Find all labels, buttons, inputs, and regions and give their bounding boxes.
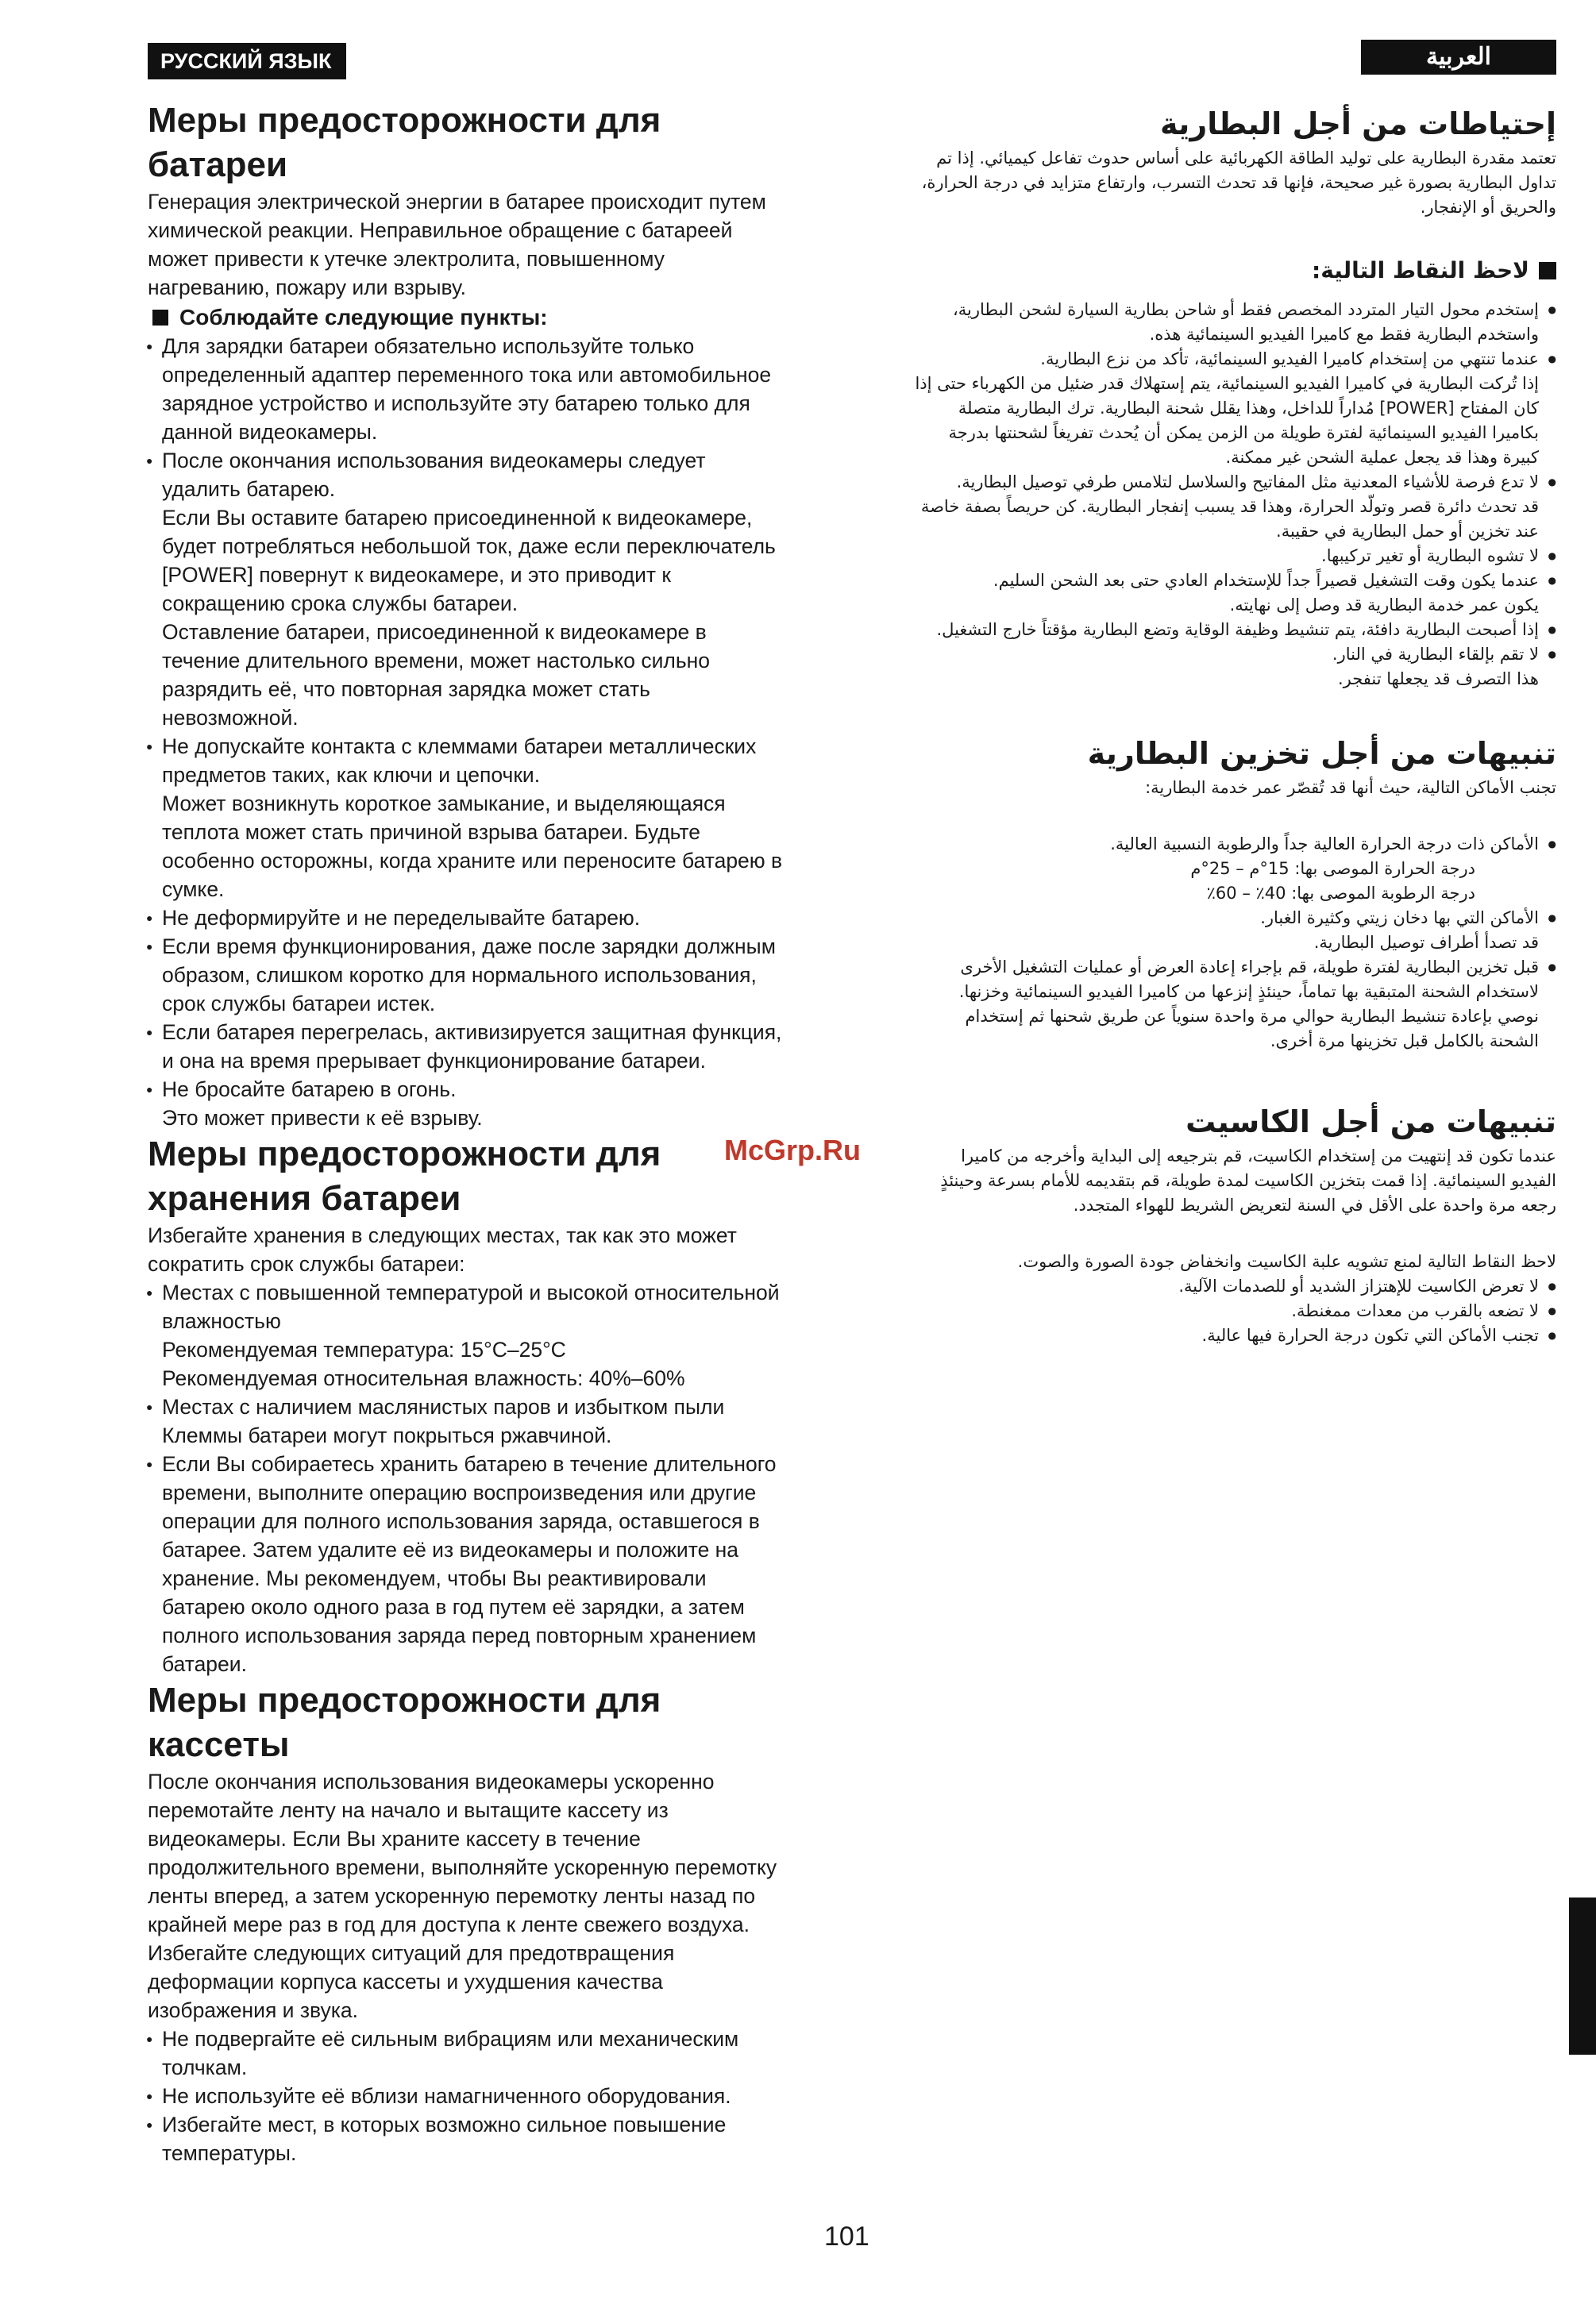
list-item: ● Не деформируйте и не переделывайте батарею.: [148, 903, 783, 932]
ru-recommended-temperature: Рекомендуемая температура: 15°C–25°C: [162, 1338, 566, 1362]
ru-cassette-list: [148, 2025, 783, 2167]
ru-battery-title: Меры предосторожности для батареи: [148, 101, 661, 184]
ru-storage-intro: Избегайте хранения в следующих местах, так как это может сократить срок службы батареи:: [148, 1223, 737, 1276]
ru-item-continuation: Это может привести к её взрыву.: [162, 1106, 483, 1130]
ru-battery-intro: Генерация электрической энергии в батарее происходит путем химической реакции. Неправильное обращение с батареей может привести к утечке электролита, повышенному нагреванию, пожару или взрыву.: [148, 190, 766, 299]
ru-cassette-intro: После окончания использования видеокамеры ускоренно перемотайте ленту на начало и вытащите кассету из видеокамеры. Если Вы храните кассету в течение продолжительного времени, выполняйте ускоренную перемотку ленты вперед, а затем ускоренную перемотку ленты назад по крайней мере раз в год для доступа к ленте свежего воздуха.: [148, 1770, 777, 1936]
list-item: ● لا تعرض الكاسيت للإهتزاز الشديد أو للصدمات الآلية.: [913, 1274, 1556, 1299]
ar-storage-intro: تجنب الأماكن التالية، حيث أنها قد تُقصّر عمر خدمة البطارية:: [1145, 778, 1556, 797]
ru-cassette-intro2: Избегайте следующих ситуаций для предотвращения деформации корпуса кассеты и ухудшения качества изображения и звука.: [148, 1941, 675, 2022]
list-item: ● Если Вы собираетесь хранить батарею в течение длительного времени, выполните операцию воспроизведения или другие операции для полного использования заряда, оставшегося в батарее. Затем удалите её из видеокамеры и положите на хранение. Мы рекомендуем, чтобы Вы реактивировали батарею около одного раза в год путем её зарядки, а затем полного использования заряда перед повторным хранением батареи.: [148, 1450, 783, 1678]
ar-battery-intro: تعتمد مقدرة البطارية على توليد الطاقة الكهربائية على أساس حدوث تفاعل كيميائي. إذا تم تداول البطارية بصورة غير صحيحة، فإنها قد تحدث التسرب، وارتفاع متزايد في درجة الحرارة، والحريق أو الإنفجار.: [921, 148, 1556, 217]
ar-cassette-intro: عندما تكون قد إنتهيت من إستخدام الكاسيت، قم بترجيعه إلى البداية وأخرجه من كاميرا الفيديو السينمائية. إذا قمت بتخزين الكاسيت لمدة طويلة، قم بتقديمه للأمام بسرعة وحينئذٍ رجعه مرة واحدة على الأقل في السنة لتعريض الشريط للهواء المتجدد.: [940, 1146, 1556, 1215]
list-item: ● Не бросайте батарею в огонь. Это может привести к её взрыву.: [148, 1075, 783, 1132]
ar-recommended-humidity: درجة الرطوبة الموصى بها: 40٪ – 60٪: [1206, 884, 1475, 903]
list-item: ● الأماكن ذات درجة الحرارة العالية جداً والرطوبة النسبية العالية. درجة الحرارة الموصى بها: 15°م – 25°م درجة الرطوبة الموصى بها: 40٪ – 60٪: [913, 832, 1556, 906]
list-item: ● Местах с наличием маслянистых паров и избытком пыли Клеммы батареи могут покрыться ржавчиной.: [148, 1393, 783, 1450]
list-item: ● Не подвергайте её сильным вибрациям или механическим толчкам.: [148, 2025, 783, 2082]
ru-item-continuation: Может возникнуть короткое замыкание, и выделяющаяся теплота может стать причиной взрыва батареи. Будьте особенно осторожны, когда храните или переносите батарею в сумке.: [162, 792, 783, 901]
ar-storage-title: تنبيهات من أجل تخزين البطارية: [1087, 736, 1556, 771]
ar-item-continuation: هذا التصرف قد يجعلها تنفجر.: [1337, 669, 1539, 688]
black-square-icon: [1539, 262, 1556, 279]
ar-recommended-temperature: درجة الحرارة الموصى بها: 15°م – 25°م: [1190, 859, 1475, 878]
arabic-language-badge: العربية: [1361, 40, 1556, 75]
list-item: ● عندما تنتهي من إستخدام كاميرا الفيديو السينمائية، تأكد من نزع البطارية. إذا تُركت البطارية في كاميرا الفيديو السينمائية، يتم إستهلاك قدر ضئيل من الكهرباء حتى إذا كان المفتاح [POWER] مُداراً للداخل، وهذا يقلل شحنة البطارية. ترك البطارية متصلة بكاميرا الفيديو السينمائية لفترة طويلة من الزمن يمكن أن يُحدث تفريغاً لشحنتها بدرجة كبيرة وهذا قد يجعل عملية الشحن غير ممكنة.: [913, 347, 1556, 470]
list-item: ● الأماكن التي بها دخان زيتي وكثيرة الغبار. قد تصدأ أطراف توصيل البطارية.: [913, 906, 1556, 955]
list-item: ● После окончания использования видеокамеры следует удалить батарею. Если Вы оставите батарею присоединенной к видеокамере, будет потребляться небольшой ток, даже если переключатель [POWER] повернут к видеокамере, и это приводит к сокращению срока службы батареи. Оставление батареи, присоединенной к видеокамере в течение длительного времени, может настолько сильно разрядить её, что повторная зарядка может стать невозможной.: [148, 446, 783, 732]
ru-observe-heading: Соблюдайте следующие пункты:: [148, 303, 783, 332]
list-item: ● Не используйте её вблизи намагниченного оборудования.: [148, 2082, 783, 2110]
russian-language-badge: РУССКИЙ ЯЗЫК: [148, 43, 346, 79]
ru-storage-title: Меры предосторожности для хранения батареи: [148, 1135, 661, 1218]
section-edge-tab: [1569, 1898, 1596, 2055]
list-item: ● لا تضعه بالقرب من معدات ممغنطة.: [913, 1299, 1556, 1323]
list-item: ● Избегайте мест, в которых возможно сильное повышение температуры.: [148, 2110, 783, 2167]
page-number: 101: [824, 2221, 869, 2252]
russian-column: [148, 98, 783, 2167]
list-item: ● Не допускайте контакта с клеммами батареи металлических предметов таких, как ключи и цепочки. Может возникнуть короткое замыкание, и выделяющаяся теплота может стать причиной взрыва батареи. Будьте особенно осторожны, когда храните или переносите батарею в сумке.: [148, 732, 783, 903]
list-item: ● Местах с повышенной температурой и высокой относительной влажностью Рекомендуемая температура: 15°C–25°C Рекомендуемая относительная влажность: 40%–60%: [148, 1278, 783, 1393]
list-item: ● Для зарядки батареи обязательно используйте только определенный адаптер переменного тока или автомобильное зарядное устройство и используйте эту батарею только для данной видеокамеры.: [148, 332, 783, 446]
black-square-icon: [152, 310, 168, 326]
ru-storage-list: [148, 1278, 783, 1678]
ru-battery-list: [148, 332, 783, 1132]
ar-item-continuation: يكون عمر خدمة البطارية قد وصل إلى نهايته.: [1229, 595, 1539, 615]
ar-item-continuation: إذا تُركت البطارية في كاميرا الفيديو السينمائية، يتم إستهلاك قدر ضئيل من الكهرباء حتى إذا كان المفتاح [POWER] مُداراً للداخل، وهذا يقلل شحنة البطارية. ترك البطارية متصلة بكاميرا الفيديو السينمائية لفترة طويلة من الزمن يمكن أن يُحدث تفريغاً لشحنتها بدرجة كبيرة وهذا قد يجعل عملية الشحن غير ممكنة.: [915, 374, 1539, 467]
list-item: ● Если время функционирования, даже после зарядки должным образом, слишком коротко для нормального использования, срок службы батареи истек.: [148, 932, 783, 1018]
ar-observe-heading: لاحظ النقاط التالية:: [913, 255, 1556, 287]
ar-cassette-intro2: لاحظ النقاط التالية لمنع تشويه علبة الكاسيت وانخفاض جودة الصورة والصوت.: [1017, 1252, 1556, 1271]
ar-item-continuation: قد تحدث دائرة قصر وتولّد الحرارة، وهذا قد يسبب إنفجار البطارية. كن حريصاً بصفة خاصة عند تخزين أو حمل البطارية في حقيبة.: [920, 497, 1539, 541]
list-item: ● Если батарея перегрелась, активизируется защитная функция, и она на время прерывает функционирование батареи.: [148, 1018, 783, 1075]
ar-battery-title: إحتياطات من أجل البطارية: [1160, 106, 1556, 141]
list-item: ● عندما يكون وقت التشغيل قصيراً جداً للإستخدام العادي حتى بعد الشحن السليم. يكون عمر خدمة البطارية قد وصل إلى نهايته.: [913, 568, 1556, 618]
ar-cassette-list: [913, 1274, 1556, 1348]
ru-item-continuation: Оставление батареи, присоединенной к видеокамере в течение длительного времени, может настолько сильно разрядить её, что повторная зарядка может стать невозможной.: [162, 620, 711, 730]
ar-cassette-title: تنبيهات من أجل الكاسيت: [1185, 1104, 1556, 1139]
list-item: ● قبل تخزين البطارية لفترة طويلة، قم بإجراء إعادة العرض أو عمليات التشغيل الأخرى لاستخدام الشحنة المتبقية بها تماماً، حينئذٍ إنزعها من كاميرا الفيديو السينمائية وخزنها. نوصي بإعادة تنشيط البطارية حوالي مرة واحدة سنوياً عن طريق شحنها ثم إستخدام الشحنة بالكامل قبل تخزينها مرة أخرى.: [913, 955, 1556, 1054]
list-item: ● تجنب الأماكن التي تكون درجة الحرارة فيها عالية.: [913, 1323, 1556, 1348]
arabic-column: [913, 102, 1556, 1348]
ru-item-continuation: Если Вы оставите батарею присоединенной к видеокамере, будет потребляться небольшой ток, даже если переключатель [POWER] повернут к видеокамере, и это приводит к сокращению срока службы батареи.: [162, 506, 776, 615]
ru-item-continuation: Клеммы батареи могут покрыться ржавчиной.: [162, 1424, 612, 1447]
ru-recommended-humidity: Рекомендуемая относительная влажность: 40%–60%: [162, 1366, 685, 1390]
list-item: ● لا تدع فرصة للأشياء المعدنية مثل المفاتيح والسلاسل لتلامس طرفي توصيل البطارية. قد تحدث دائرة قصر وتولّد الحرارة، وهذا قد يسبب إنفجار البطارية. كن حريصاً بصفة خاصة عند تخزين أو حمل البطارية في حقيبة.: [913, 470, 1556, 544]
ar-item-continuation: قد تصدأ أطراف توصيل البطارية.: [1313, 933, 1539, 952]
list-item: ● لا تشوه البطارية أو تغير تركيبها.: [913, 544, 1556, 568]
list-item: ● لا تقم بإلقاء البطارية في النار. هذا التصرف قد يجعلها تنفجر.: [913, 642, 1556, 692]
ar-storage-list: [913, 832, 1556, 1054]
ar-battery-list: [913, 298, 1556, 692]
watermark: McGrp.Ru: [724, 1134, 862, 1166]
list-item: ● إذا أصبحت البطارية دافئة، يتم تنشيط وظيفة الوقاية وتضع البطارية مؤقتاً خارج التشغيل.: [913, 618, 1556, 642]
list-item: ● إستخدم محول التيار المتردد المخصص فقط أو شاحن بطارية السيارة لشحن البطارية، واستخدم البطارية فقط مع كاميرا الفيديو السينمائية هذه.: [913, 298, 1556, 347]
ru-cassette-title: Меры предосторожности для кассеты: [148, 1681, 661, 1764]
